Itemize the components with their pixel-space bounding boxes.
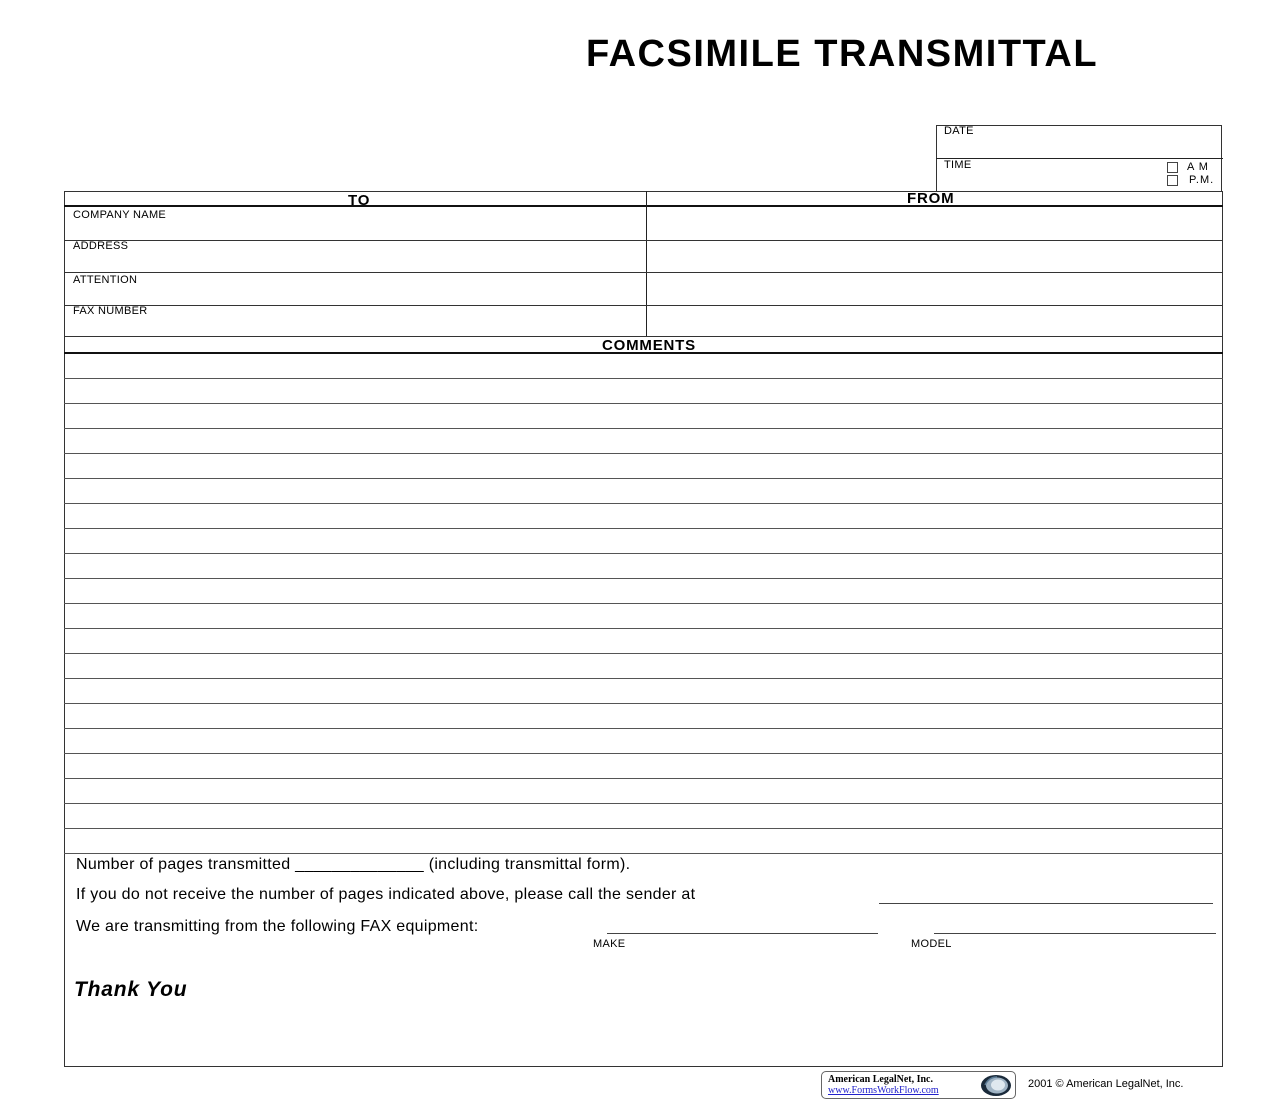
logo-company-name: American LegalNet, Inc. <box>828 1074 933 1085</box>
comment-line-input[interactable] <box>70 833 1218 851</box>
time-label: TIME <box>944 159 972 171</box>
from-address-field[interactable] <box>655 245 1215 269</box>
comment-rule <box>64 453 1223 454</box>
comment-rule <box>64 503 1223 504</box>
comment-line-input[interactable] <box>70 558 1218 576</box>
copyright-text: 2001 © American LegalNet, Inc. <box>1028 1078 1184 1090</box>
from-fax-number-field[interactable] <box>655 310 1215 334</box>
row-divider <box>64 240 1223 241</box>
comment-line-input[interactable] <box>70 608 1218 626</box>
comment-rule <box>64 578 1223 579</box>
callback-number-field[interactable] <box>881 885 1211 902</box>
comment-rule <box>64 403 1223 404</box>
row-divider <box>64 272 1223 273</box>
american-legalnet-logo <box>821 1071 1016 1099</box>
comments-header-rule <box>64 352 1223 354</box>
make-label: MAKE <box>593 938 626 950</box>
from-attention-field[interactable] <box>655 278 1215 302</box>
time-field[interactable] <box>944 173 1154 189</box>
comment-rule <box>64 653 1223 654</box>
address-label: ADDRESS <box>73 240 129 252</box>
to-address-field[interactable] <box>73 254 638 270</box>
to-company-name-field[interactable] <box>73 222 638 238</box>
comment-rule <box>64 828 1223 829</box>
comment-line-input[interactable] <box>70 408 1218 426</box>
form-title: FACSIMILE TRANSMITTAL <box>586 33 1099 75</box>
logo-url-link[interactable]: www.FormsWorkFlow.com <box>828 1085 939 1096</box>
pages-prefix: Number of pages transmitted <box>76 856 291 873</box>
comment-line-input[interactable] <box>70 783 1218 801</box>
pages-suffix: (including transmittal form). <box>428 856 631 873</box>
model-field[interactable] <box>936 915 1214 932</box>
comment-line-input[interactable] <box>70 733 1218 751</box>
date-time-divider <box>936 158 1223 159</box>
comment-rule <box>64 428 1223 429</box>
comment-rule <box>64 803 1223 804</box>
date-field[interactable] <box>944 139 1214 155</box>
comment-line-input[interactable] <box>70 808 1218 826</box>
to-fax-number-field[interactable] <box>73 319 638 335</box>
comment-line-input[interactable] <box>70 758 1218 776</box>
comment-line-input[interactable] <box>70 383 1218 401</box>
make-field[interactable] <box>609 915 876 932</box>
comment-rule <box>64 528 1223 529</box>
pages-blank: ______________ <box>295 856 424 873</box>
comment-rule <box>64 853 1223 854</box>
comment-rule <box>64 678 1223 679</box>
thank-you-text: Thank You <box>74 978 188 1001</box>
equipment-text: We are transmitting from the following FAX equipment: <box>76 918 479 935</box>
comment-rule <box>64 478 1223 479</box>
globe-icon <box>979 1074 1013 1097</box>
comment-rule <box>64 778 1223 779</box>
comment-line-input[interactable] <box>70 658 1218 676</box>
model-label: MODEL <box>911 938 952 950</box>
fax-number-label: FAX NUMBER <box>73 305 148 317</box>
callback-underline <box>879 903 1213 904</box>
comment-line-input[interactable] <box>70 708 1218 726</box>
comment-rule <box>64 378 1223 379</box>
comment-line-input[interactable] <box>70 458 1218 476</box>
comments-heading: COMMENTS <box>602 337 696 354</box>
pm-checkbox[interactable] <box>1167 175 1178 186</box>
to-attention-field[interactable] <box>73 287 638 303</box>
comment-line-input[interactable] <box>70 533 1218 551</box>
comment-rule <box>64 628 1223 629</box>
comment-line-input[interactable] <box>70 433 1218 451</box>
comment-rule <box>64 703 1223 704</box>
from-heading: FROM <box>907 190 955 207</box>
comment-line-input[interactable] <box>70 583 1218 601</box>
to-from-header-rule <box>64 205 1223 207</box>
to-heading: TO <box>348 192 371 209</box>
attention-label: ATTENTION <box>73 274 138 286</box>
am-checkbox[interactable] <box>1167 162 1178 173</box>
comment-line-input[interactable] <box>70 633 1218 651</box>
from-company-name-field[interactable] <box>655 212 1215 236</box>
pages-count-field[interactable] <box>352 856 498 872</box>
callback-text: If you do not receive the number of pages indicated above, please call the sender at <box>76 886 696 903</box>
row-divider <box>64 305 1223 306</box>
comment-line-input[interactable] <box>70 358 1218 376</box>
comment-rule <box>64 553 1223 554</box>
pm-label: P.M. <box>1189 174 1215 186</box>
comment-rule <box>64 753 1223 754</box>
model-underline <box>934 933 1216 934</box>
comment-rule <box>64 728 1223 729</box>
to-from-column-divider <box>646 191 647 336</box>
am-label: A M <box>1187 161 1209 173</box>
date-label: DATE <box>944 125 974 137</box>
comment-rule <box>64 603 1223 604</box>
comment-line-input[interactable] <box>70 483 1218 501</box>
comment-line-input[interactable] <box>70 683 1218 701</box>
comment-line-input[interactable] <box>70 508 1218 526</box>
make-underline <box>607 933 878 934</box>
company-name-label: COMPANY NAME <box>73 209 167 221</box>
